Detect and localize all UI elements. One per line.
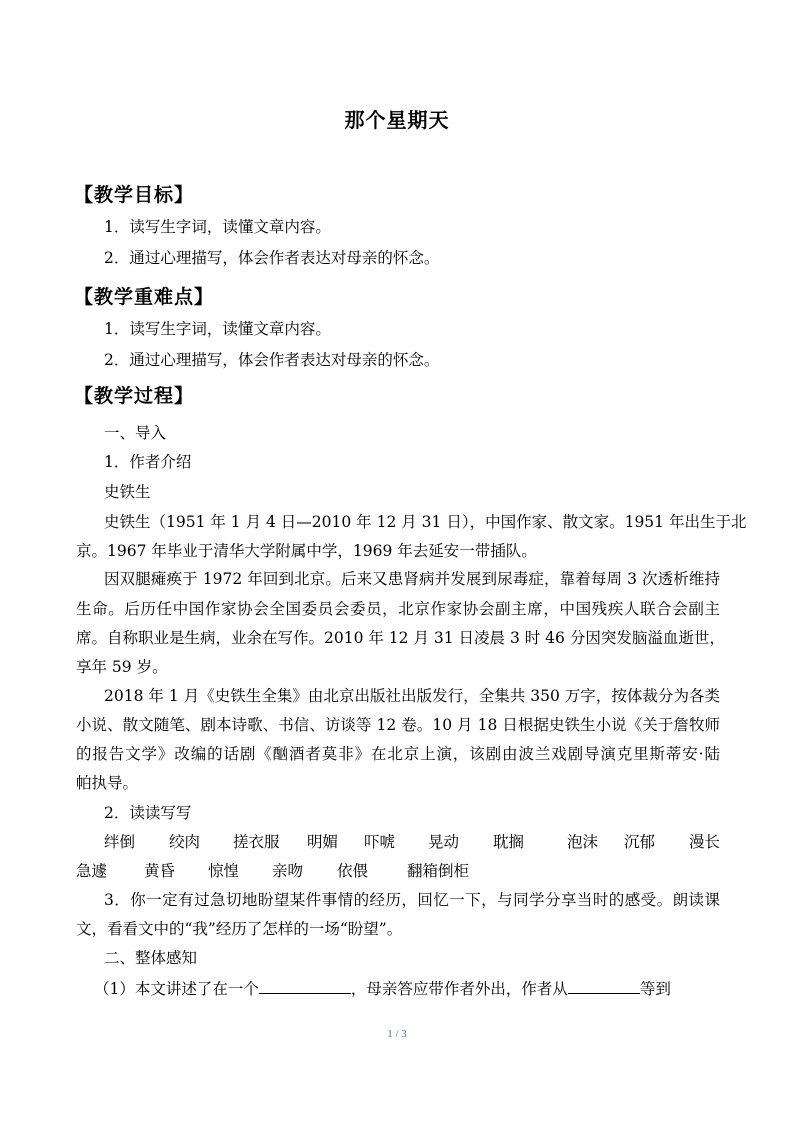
author-name: 史铁生 [104,483,151,501]
para2-line-4: 享年 59 岁。 [76,658,168,676]
para2-line-3: 席。自称职业是生病，业余在写作。2010 年 12 月 31 日凌晨 3 时 46 分因突发脑溢血逝世， [76,629,725,647]
vocab-word: 漫长 [689,833,721,851]
para3-line-2: 小说、散文随笔、剧本诗歌、书信、访谈等 12 卷。10 月 18 日根据史铁生小说《关于詹牧师 [76,716,720,734]
vocab-word: 绞肉 [169,833,201,851]
goal-item-1: 1．读写生字词，读懂文章内容。 [104,218,331,236]
sub2-heading: 2．读读写写 [104,804,192,822]
vocab-word: 急遽 [76,862,108,880]
question-1-text-after: 等到 [639,980,671,998]
vocab-word: 耽搁 [493,833,525,851]
answer-blank-1[interactable] [259,977,351,994]
para3-line-1: 2018 年 1 月《史铁生全集》由北京出版社出版发行，全集共 350 万字，按体裁分为各类 [104,687,720,705]
heading-teaching-process: 【教学过程】 [74,385,195,407]
para2-line-1: 因双腿瘫痪于 1972 年回到北京。后来又患肾病并发展到尿毒症，靠着每周 3 次透析维持 [104,570,720,588]
keypoint-item-1: 1．读写生字词，读懂文章内容。 [104,320,331,338]
vocab-word: 明媚 [307,833,339,851]
sub1-heading: 1．作者介绍 [104,453,192,471]
para2-line-2: 生命。后历任中国作家协会全国委员会委员，北京作家协会副主席，中国残疾人联合会副主 [76,600,720,618]
question-1-text-before: （1）本文讲述了在一个 [94,980,259,998]
vocab-word: 晃动 [428,833,460,851]
vocab-word: 搓衣服 [233,833,280,851]
vocab-word: 沉郁 [624,833,656,851]
document-title: 那个星期天 [344,108,450,132]
vocab-word: 依偎 [337,862,369,880]
vocab-word: 翻箱倒柜 [407,862,470,880]
question-1-text-middle: ，母亲答应带作者外出，作者从 [350,980,568,998]
vocab-word: 亲吻 [272,862,304,880]
vocab-word: 黄昏 [144,862,176,880]
para3-line-4: 帕执导。 [76,774,139,792]
keypoint-item-2: 2．通过心理描写，体会作者表达对母亲的怀念。 [104,351,440,369]
vocab-word: 绊倒 [104,833,136,851]
answer-blank-2[interactable] [568,977,640,994]
part2-heading: 二、整体感知 [104,949,198,967]
para1-line-1: 史铁生（1951 年 1 月 4 日—2010 年 12 月 31 日），中国作家、散文家。1951 年出生于北 [104,513,747,531]
sub3-line-2: 文，看看文中的“我”经历了怎样的一场“盼望”。 [76,920,403,938]
heading-key-points: 【教学重难点】 [74,286,215,308]
page-number: 1 / 3 [387,1028,407,1040]
vocab-word: 泡沫 [567,833,599,851]
question-1 [94,977,671,999]
sub3-line-1: 3．你一定有过急切地盼望某件事情的经历，回忆一下，与同学分享当时的感受。朗读课 [104,891,720,909]
para3-line-3: 的报告文学》改编的话剧《酗酒者莫非》在北京上演，该剧由波兰戏剧导演克里斯蒂安·陆 [76,745,720,763]
goal-item-2: 2．通过心理描写，体会作者表达对母亲的怀念。 [104,249,440,267]
vocab-word: 吓唬 [364,833,396,851]
vocab-word: 惊惶 [208,862,240,880]
heading-teaching-goals: 【教学目标】 [74,184,195,206]
part1-heading: 一、导入 [104,424,167,442]
para1-line-2: 京。1967 年毕业于清华大学附属中学，1969 年去延安一带插队。 [76,542,537,560]
